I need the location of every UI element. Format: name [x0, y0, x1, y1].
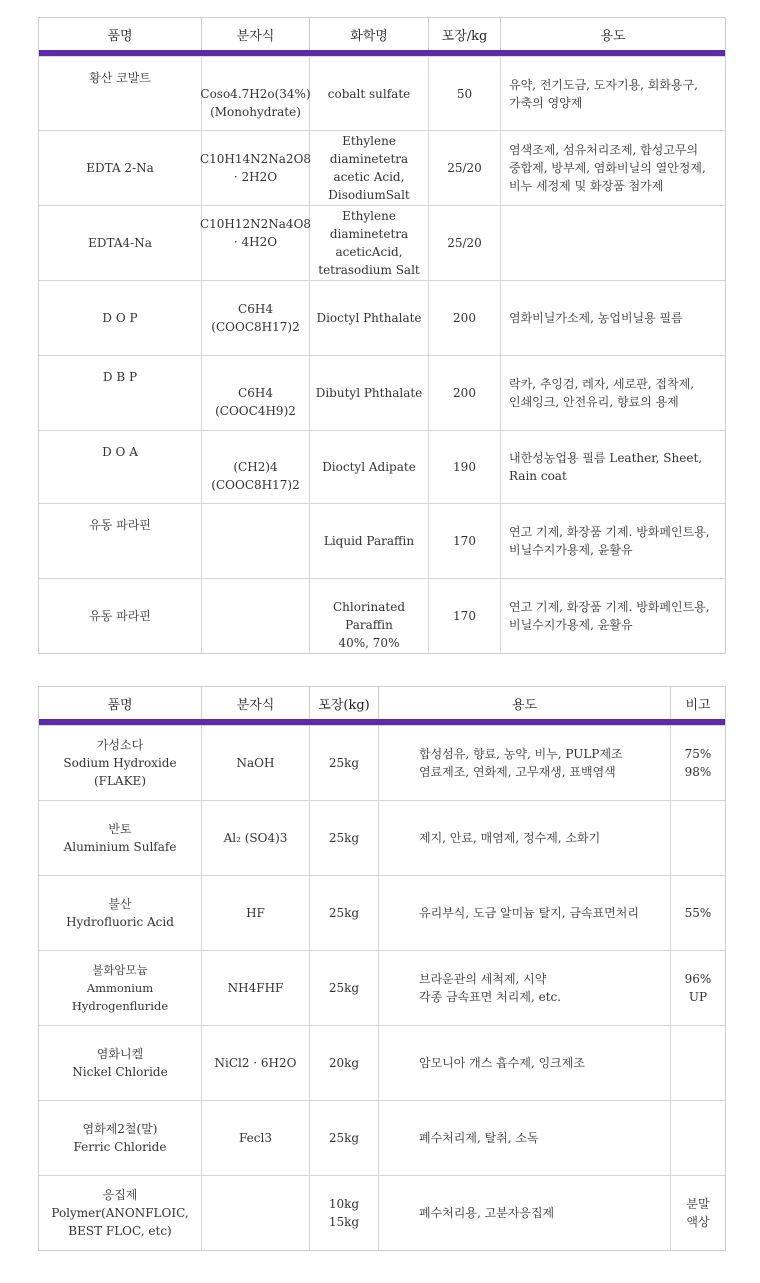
product-name: 염화니켈 Nickel Chloride — [39, 1026, 202, 1100]
packaging: 190 — [429, 431, 501, 503]
remarks — [671, 1026, 725, 1100]
header-usage: 용도 — [600, 28, 626, 44]
table-row — [39, 725, 725, 800]
table-row — [39, 800, 725, 875]
product-name: 가성소다 Sodium Hydroxide (FLAKE) — [39, 726, 202, 800]
product-name: 염화제2철(말) Ferric Chloride — [39, 1101, 202, 1175]
packaging: 25/20 — [429, 206, 501, 280]
formula: HF — [202, 876, 310, 950]
usage: 합성섬유, 향료, 농약, 비누, PULP제조 염료제조, 연화제, 고무재생, 표백염색 — [379, 726, 671, 800]
usage: 내한성농업용 필름 Leather, Sheet, Rain coat — [509, 451, 703, 483]
chemical-name: Ethylene diaminetetra acetic Acid, DisodiumSalt — [310, 131, 429, 205]
table2-header — [39, 687, 725, 725]
packaging: 25/20 — [429, 131, 501, 205]
header-formula: 분자식 — [202, 18, 310, 50]
header-product-name: 품명 — [39, 687, 202, 719]
formula — [202, 504, 310, 578]
table-row — [39, 205, 725, 280]
chemical-name: Dibutyl Phthalate — [310, 356, 429, 430]
packaging: 25kg — [310, 801, 379, 875]
usage: 폐수처리제, 탈취, 소독 — [379, 1101, 671, 1175]
packaging: 25kg — [310, 1101, 379, 1175]
header-remarks: 비고 — [685, 697, 711, 713]
usage: 제지, 안료, 매염제, 정수제, 소화기 — [379, 801, 671, 875]
packaging: 200 — [429, 356, 501, 430]
formula: Fecl3 — [202, 1101, 310, 1175]
product-name: EDTA4-Na — [39, 206, 202, 280]
table-row — [39, 1100, 725, 1175]
header-packaging: 포장(kg) — [310, 687, 379, 719]
usage: 브라운관의 세척제, 시약 각종 금속표면 처리제, etc. — [379, 951, 671, 1025]
remarks — [671, 1101, 725, 1175]
chemical-table-1 — [38, 17, 726, 654]
table-row — [39, 355, 725, 430]
table-row — [39, 280, 725, 355]
table-row — [39, 950, 725, 1025]
formula: C10H12N2Na4O8 · 4H2O — [202, 206, 310, 280]
usage — [501, 206, 725, 280]
table-row — [39, 430, 725, 503]
usage: 염색조제, 섬유처리조제, 합성고무의 중합제, 방부제, 염화비닐의 열안정제, 비누 세정제 및 화장품 첨가제 — [509, 143, 706, 193]
table-row — [39, 875, 725, 950]
header-chemical-name: 화학명 — [310, 18, 429, 50]
chemical-name: Chlorinated Paraffin 40%, 70% — [310, 579, 429, 653]
product-name: 유동 파라핀 — [39, 504, 202, 578]
header-product-name: 품명 — [39, 18, 202, 50]
usage: 암모니아 개스 흡수제, 잉크제조 — [379, 1026, 671, 1100]
chemical-name: Dioctyl Phthalate — [310, 281, 429, 355]
formula: C6H4 (COOC8H17)2 — [202, 281, 310, 355]
usage: 유약, 전기도금, 도자기용, 회화용구, 가축의 영양제 — [509, 77, 698, 110]
table-row — [39, 56, 725, 130]
formula: (CH2)4 (COOC8H17)2 — [202, 431, 310, 503]
remarks: 96% UP — [684, 972, 712, 1004]
formula: Coso4.7H2o(34%) (Monohydrate) — [202, 57, 310, 130]
table-row — [39, 1025, 725, 1100]
formula: NaOH — [202, 726, 310, 800]
formula: C6H4 (COOC4H9)2 — [202, 356, 310, 430]
usage: 염화비닐가소제, 농업비닐용 필름 — [509, 311, 683, 325]
formula — [202, 1176, 310, 1250]
header-packaging: 포장/kg — [429, 18, 501, 50]
formula: NH4FHF — [202, 951, 310, 1025]
product-name: 불화암모늄 Ammonium Hydrogenfluride — [39, 951, 202, 1025]
chemical-name: Liquid Paraffin — [310, 504, 429, 578]
product-name: 황산 코발트 — [39, 57, 202, 130]
table-row — [39, 1175, 725, 1250]
packaging: 25kg — [310, 951, 379, 1025]
usage: 연고 기제, 화장품 기제. 방화페인트용, 비닐수지가용제, 윤활유 — [509, 525, 710, 557]
chemical-name: cobalt sulfate — [310, 57, 429, 130]
formula — [202, 579, 310, 653]
product-name: 반토 Aluminium Sulfafe — [39, 801, 202, 875]
remarks: 75% 98% — [684, 747, 712, 779]
header-formula: 분자식 — [202, 687, 310, 719]
chemical-name: Dioctyl Adipate — [310, 431, 429, 503]
remarks — [671, 801, 725, 875]
remarks: 55% — [684, 906, 712, 920]
packaging: 200 — [429, 281, 501, 355]
formula: NiCl2 · 6H2O — [202, 1026, 310, 1100]
usage: 유리부식, 도금 알미늄 탈지, 금속표면처리 — [379, 876, 671, 950]
chemical-name: Ethylene diaminetetra aceticAcid, tetrasodium Salt — [310, 206, 429, 280]
table-row — [39, 130, 725, 205]
packaging: 170 — [429, 579, 501, 653]
chemical-table-2 — [38, 686, 726, 1251]
product-name: 불산 Hydrofluoric Acid — [39, 876, 202, 950]
product-name: D B P — [39, 356, 202, 430]
usage: 락카, 추잉검, 레자, 세로판, 접착제, 인쇄잉크, 안전유리, 향료의 용제 — [509, 377, 695, 409]
packaging: 25kg — [310, 876, 379, 950]
packaging: 50 — [429, 57, 501, 130]
packaging: 10kg 15kg — [310, 1176, 379, 1250]
formula: Al₂ (SO4)3 — [202, 801, 310, 875]
usage: 폐수처리용, 고분자응집제 — [379, 1176, 671, 1250]
remarks: 분말 액상 — [686, 1197, 710, 1229]
product-name: EDTA 2-Na — [39, 131, 202, 205]
packaging: 170 — [429, 504, 501, 578]
table-row — [39, 503, 725, 578]
product-name: 응집제 Polymer(ANONFLOIC, BEST FLOC, etc) — [39, 1176, 202, 1250]
formula: C10H14N2Na2O8 · 2H2O — [202, 131, 310, 205]
usage: 연고 기제, 화장품 기제. 방화페인트용, 비닐수지가용제, 윤활유 — [509, 600, 710, 632]
packaging: 20kg — [310, 1026, 379, 1100]
product-name: 유동 파라핀 — [39, 579, 202, 653]
product-name: D O P — [39, 281, 202, 355]
table-row — [39, 578, 725, 653]
table1-header — [39, 18, 725, 56]
product-name: D O A — [39, 431, 202, 503]
packaging: 25kg — [310, 726, 379, 800]
header-usage: 용도 — [379, 687, 671, 719]
